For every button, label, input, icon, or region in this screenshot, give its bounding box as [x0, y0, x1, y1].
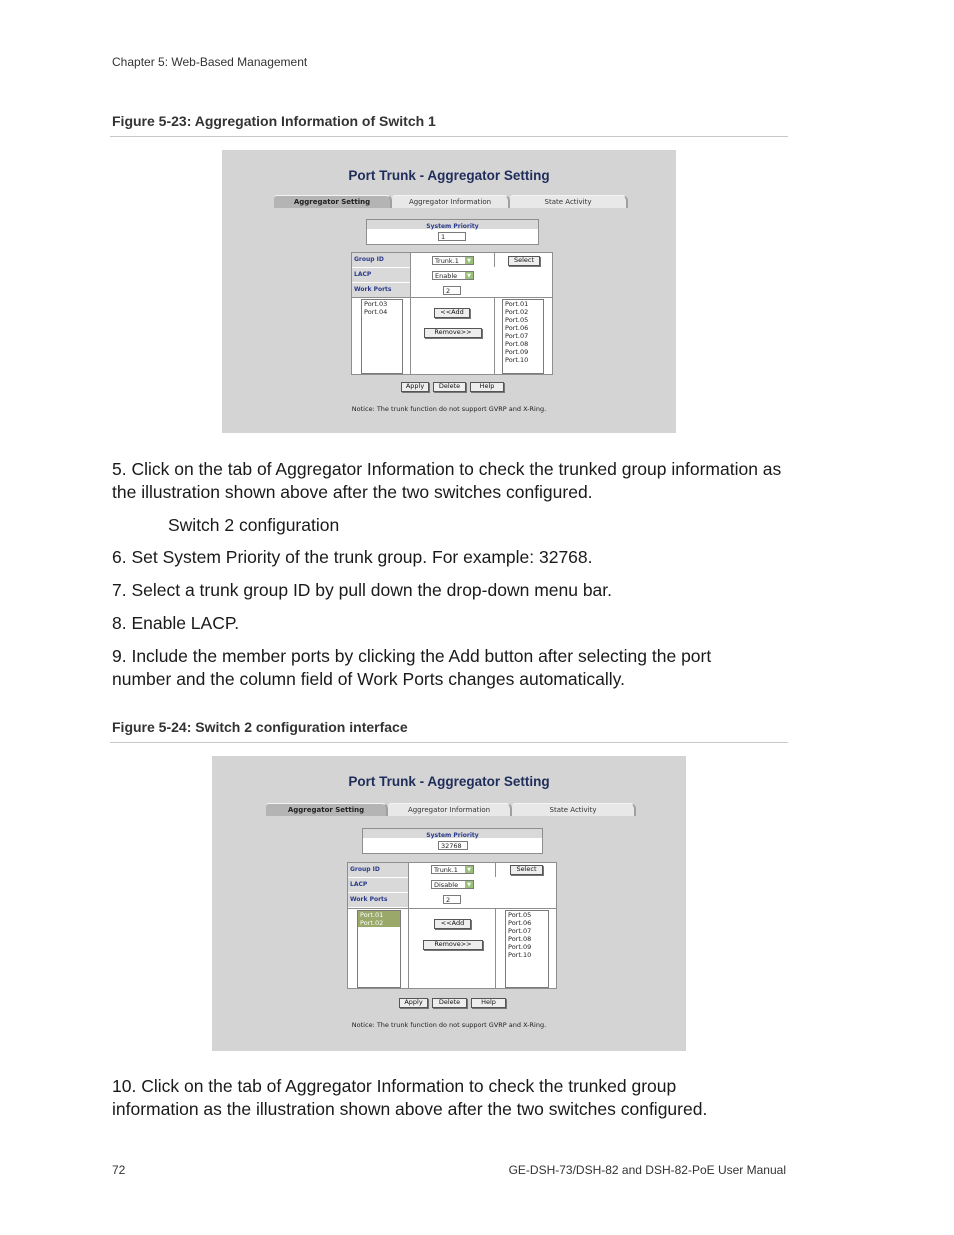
step-7: 7. Select a trunk group ID by pull down the drop-down menu bar.: [112, 580, 613, 600]
tab-aggregator-setting[interactable]: Aggregator Setting: [266, 803, 388, 816]
figure-caption: Figure 5-23: Aggregation Information of Switch 1: [112, 113, 436, 129]
tab-bar: [266, 803, 636, 815]
manual-title: GE-DSH-73/DSH-82 and DSH-82-PoE User Manual: [508, 1163, 786, 1177]
help-button[interactable]: Help: [470, 382, 504, 392]
system-priority-box: [366, 219, 539, 245]
tab-aggregator-information[interactable]: Aggregator Information: [392, 195, 510, 208]
switch-2-subhead: Switch 2 configuration: [168, 515, 340, 535]
add-button[interactable]: <<Add: [434, 308, 470, 318]
divider: [410, 253, 411, 374]
chapter-header: Chapter 5: Web-Based Management: [112, 55, 308, 69]
settings-table: [351, 252, 553, 375]
work-ports-input[interactable]: 2: [443, 286, 461, 295]
delete-button[interactable]: Delete: [433, 382, 466, 392]
step-5: 5. Click on the tab of Aggregator Information to check the trunked group information as the illustration shown above after the two switches configured.: [112, 459, 782, 502]
caption-rule: [110, 136, 788, 137]
list-item[interactable]: Port.09: [505, 348, 529, 356]
member-ports-list[interactable]: [357, 910, 401, 988]
step-6: 6. Set System Priority of the trunk group. For example: 32768.: [112, 547, 593, 567]
list-item[interactable]: Port.06: [505, 324, 529, 332]
divider: [348, 908, 556, 909]
delete-button[interactable]: Delete: [432, 998, 467, 1008]
chevron-down-icon: ▼: [465, 866, 473, 873]
step-8: 8. Enable LACP.: [112, 613, 240, 633]
notice-text: Notice: The trunk function do not support GVRP and X-Ring.: [351, 405, 547, 413]
chevron-down-icon: ▼: [465, 257, 473, 264]
list-item[interactable]: Port.04: [364, 308, 388, 316]
remove-button[interactable]: Remove>>: [424, 328, 482, 338]
member-ports-list[interactable]: [361, 299, 403, 374]
system-priority-input[interactable]: 32768: [438, 841, 468, 850]
list-item[interactable]: Port.05: [508, 911, 532, 919]
available-ports-list[interactable]: [502, 299, 544, 374]
help-button[interactable]: Help: [471, 998, 506, 1008]
switch-2-config-screenshot: [212, 756, 686, 1051]
list-item[interactable]: Port.05: [505, 316, 529, 324]
list-item[interactable]: Port.02: [505, 308, 529, 316]
divider: [494, 297, 495, 374]
divider: [494, 253, 495, 267]
divider: [495, 908, 496, 988]
aggregator-setting-screenshot: [222, 150, 676, 433]
remove-button[interactable]: Remove>>: [423, 940, 483, 950]
tab-aggregator-setting[interactable]: Aggregator Setting: [274, 195, 392, 208]
divider: [408, 863, 409, 988]
step-9: 9. Include the member ports by clicking the Add button after selecting the port number and the column field of Work Ports changes automatically.: [112, 646, 712, 689]
system-priority-box: [362, 828, 543, 854]
divider: [495, 863, 496, 877]
caption-rule: [110, 742, 788, 743]
tab-state-activity[interactable]: State Activity: [512, 803, 636, 816]
lacp-select[interactable]: Enable ▼: [432, 271, 474, 280]
list-item[interactable]: Port.03: [364, 300, 388, 308]
group-id-label: Group ID: [352, 253, 410, 268]
divider: [352, 297, 552, 298]
list-item[interactable]: Port.08: [505, 340, 529, 348]
add-button[interactable]: <<Add: [434, 919, 471, 929]
figure-caption: Figure 5-24: Switch 2 configuration interface: [112, 719, 408, 735]
list-item[interactable]: Port.02: [358, 919, 400, 927]
list-item[interactable]: Port.06: [508, 919, 532, 927]
lacp-label: LACP: [352, 268, 410, 283]
page-number: 72: [112, 1163, 126, 1177]
system-priority-label: System Priority: [363, 829, 542, 839]
list-item[interactable]: Port.01: [358, 911, 400, 919]
select-button[interactable]: Select: [510, 865, 543, 875]
step-10: 10. Click on the tab of Aggregator Information to check the trunked group information as the illustration shown above after the two switches configured.: [112, 1076, 708, 1119]
list-item[interactable]: Port.07: [508, 927, 532, 935]
tab-bar: [274, 195, 628, 207]
chevron-down-icon: ▼: [465, 272, 473, 279]
group-id-label: Group ID: [348, 863, 408, 878]
chevron-down-icon: ▼: [465, 881, 473, 888]
group-id-select[interactable]: Trunk.1 ▼: [431, 865, 474, 874]
lacp-select[interactable]: Disable ▼: [431, 880, 474, 889]
work-ports-input[interactable]: 2: [443, 895, 461, 904]
list-item[interactable]: Port.10: [505, 356, 529, 364]
select-button[interactable]: Select: [508, 256, 540, 266]
list-item[interactable]: Port.01: [505, 300, 529, 308]
tab-aggregator-information[interactable]: Aggregator Information: [388, 803, 512, 816]
system-priority-input[interactable]: 1: [438, 232, 466, 241]
panel-title: Port Trunk - Aggregator Setting: [348, 774, 550, 789]
list-item[interactable]: Port.09: [508, 943, 532, 951]
panel-title: Port Trunk - Aggregator Setting: [348, 168, 550, 183]
settings-table: [347, 862, 557, 989]
apply-button[interactable]: Apply: [401, 382, 429, 392]
notice-text: Notice: The trunk function do not support GVRP and X-Ring.: [351, 1021, 547, 1029]
list-item[interactable]: Port.08: [508, 935, 532, 943]
work-ports-label: Work Ports: [348, 893, 408, 908]
group-id-select[interactable]: Trunk.1 ▼: [432, 256, 474, 265]
work-ports-label: Work Ports: [352, 283, 410, 298]
lacp-label: LACP: [348, 878, 408, 893]
apply-button[interactable]: Apply: [399, 998, 428, 1008]
list-item[interactable]: Port.07: [505, 332, 529, 340]
list-item[interactable]: Port.10: [508, 951, 532, 959]
available-ports-list[interactable]: [505, 910, 549, 988]
tab-state-activity[interactable]: State Activity: [510, 195, 628, 208]
system-priority-label: System Priority: [367, 220, 538, 230]
